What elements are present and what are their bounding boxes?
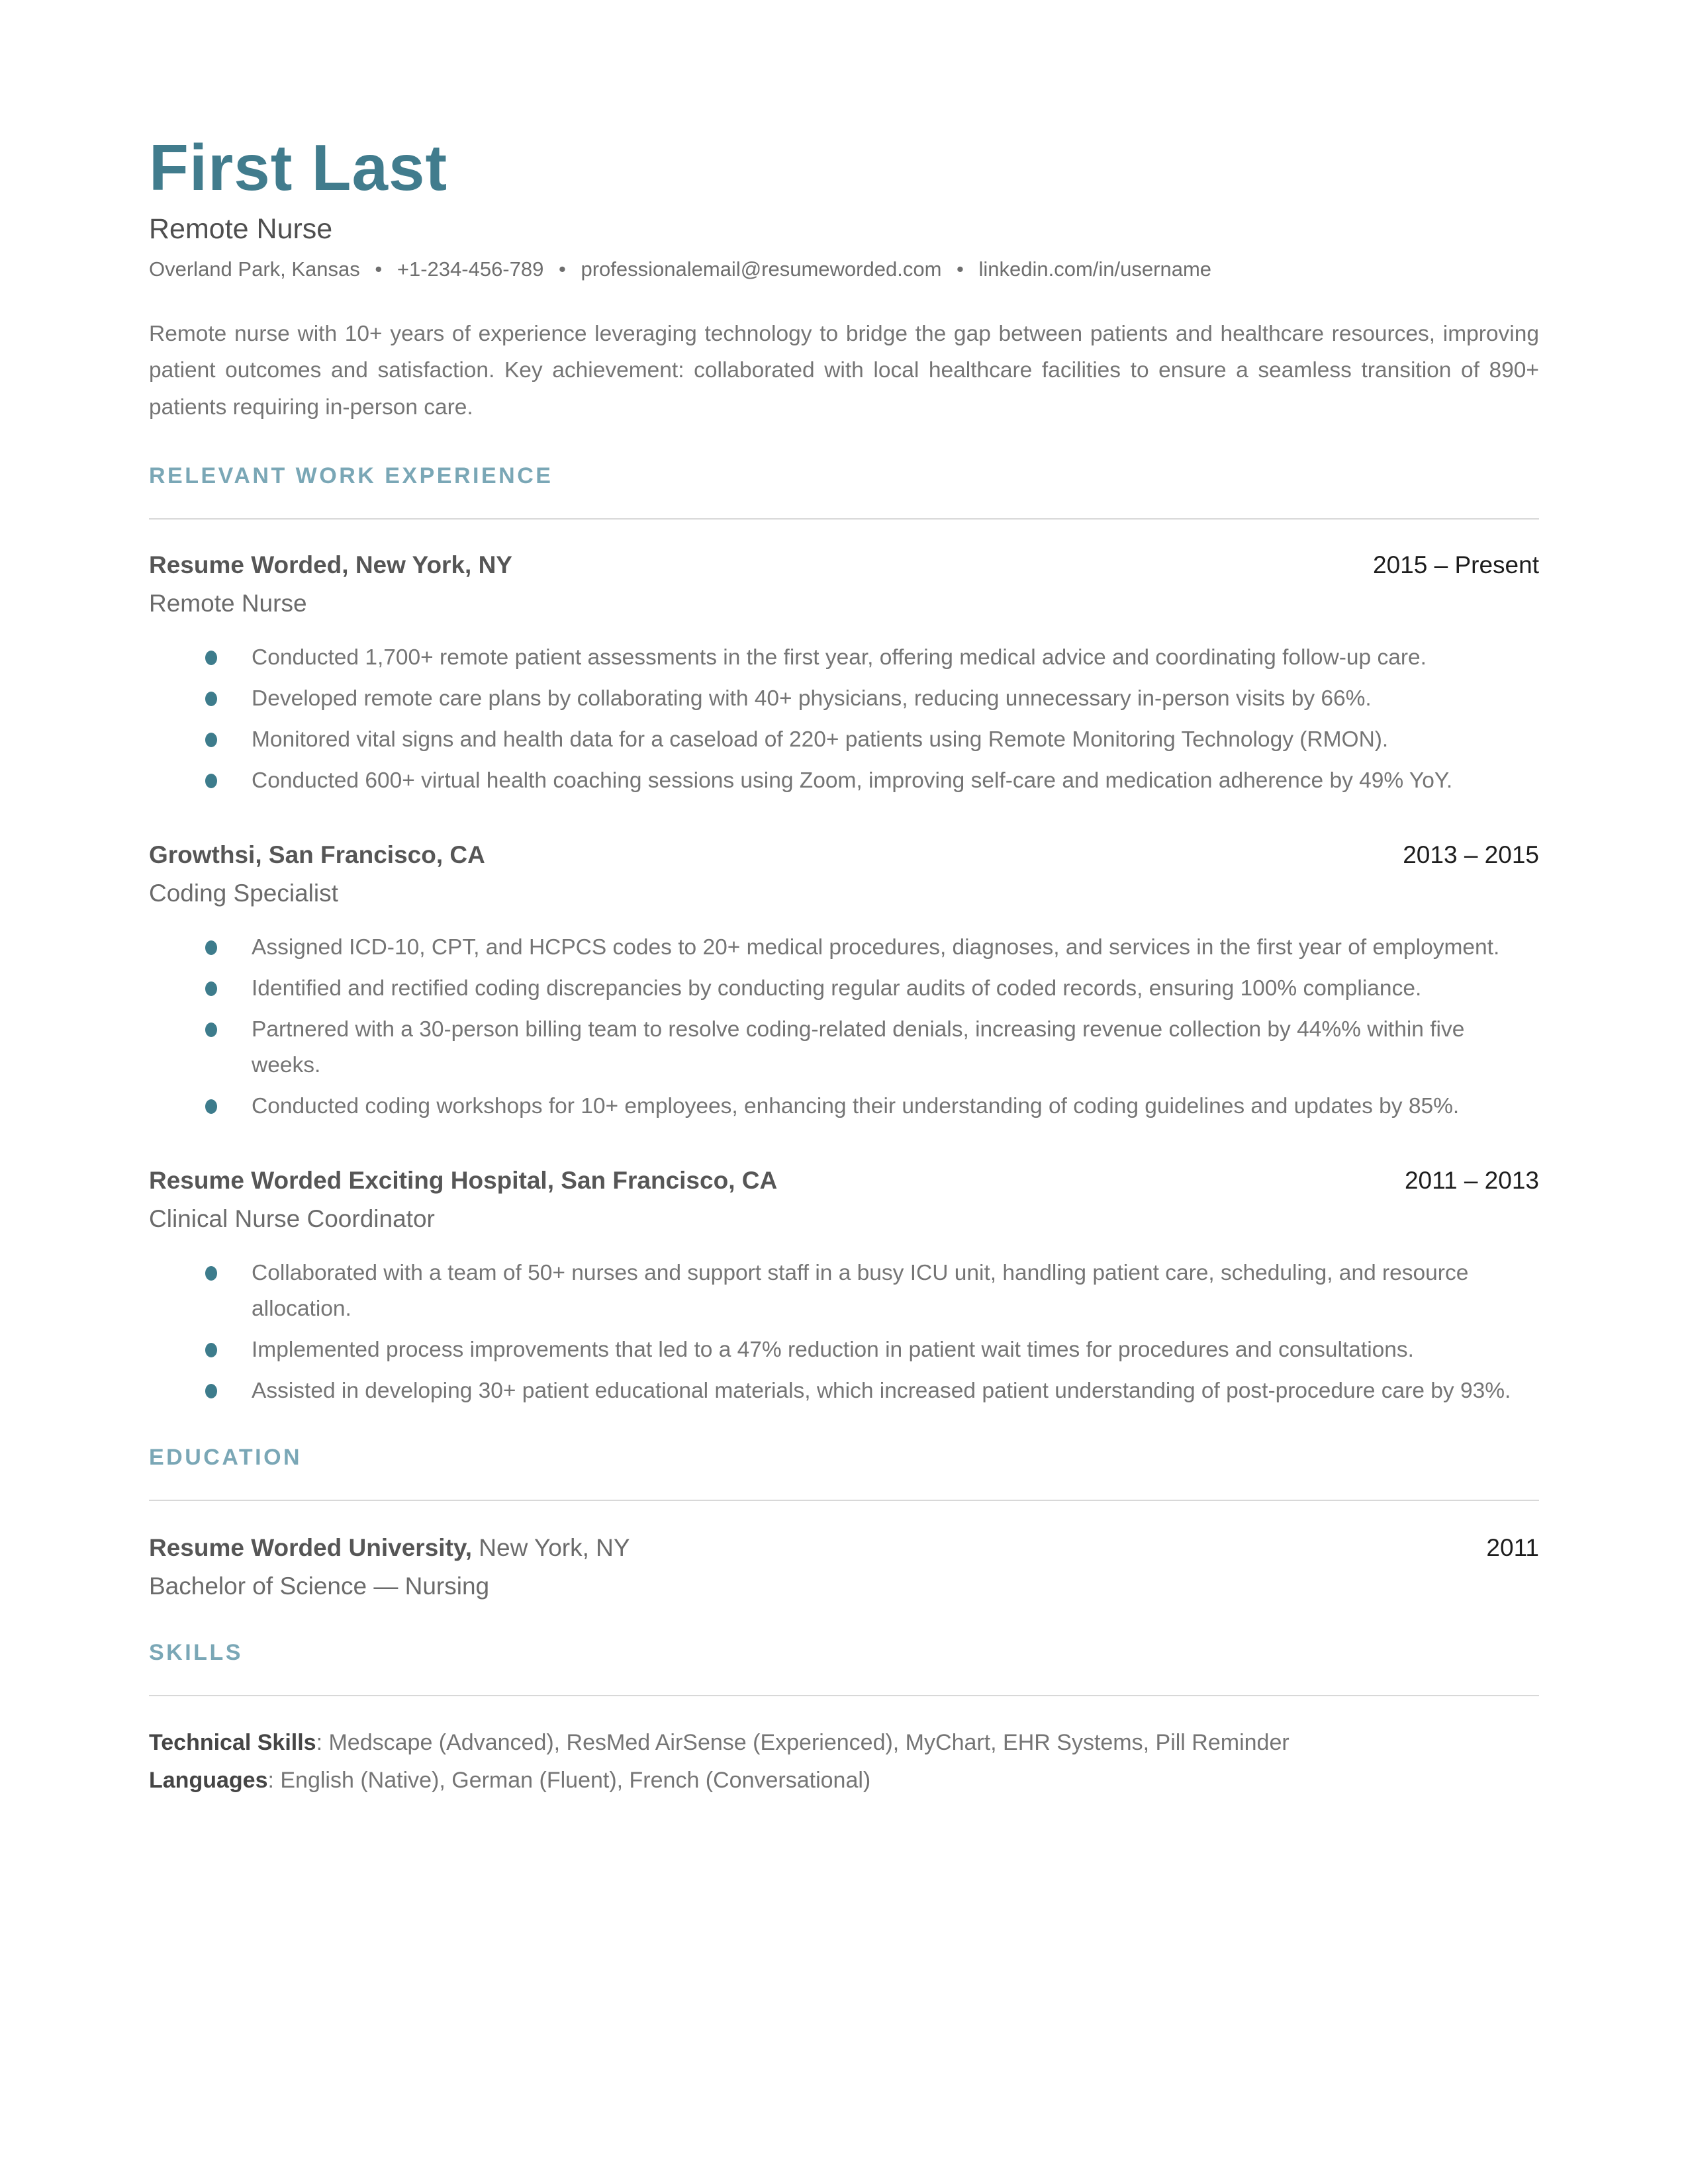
job-bullet-list [149, 930, 1539, 1124]
bullet-item: Conducted coding workshops for 10+ employees, enhancing their understanding of coding guidelines and updates by 85%. [149, 1089, 1539, 1124]
job-entry [149, 551, 1539, 799]
section-divider [149, 1695, 1539, 1696]
work-section-heading: RELEVANT WORK EXPERIENCE [149, 463, 553, 488]
skill-lines [149, 1724, 1539, 1799]
education-school-location: New York, NY [472, 1533, 630, 1561]
resume-header [149, 132, 1539, 281]
skill-label: Languages [149, 1767, 268, 1793]
education-section-heading: EDUCATION [149, 1444, 303, 1470]
job-company: Resume Worded, New York, NY [149, 551, 512, 578]
job-bullet-list [149, 640, 1539, 799]
bullet-item: Assisted in developing 30+ patient educational materials, which increased patient understanding of post-procedure care by 93%. [149, 1373, 1539, 1409]
bullet-item: Conducted 1,700+ remote patient assessments in the first year, offering medical advice and coordinating follow-up care. [149, 640, 1539, 676]
person-job-title: Remote Nurse [149, 212, 333, 245]
contact-location: Overland Park, Kansas [149, 257, 360, 281]
job-title: Clinical Nurse Coordinator [149, 1205, 435, 1232]
education-school [149, 1534, 630, 1562]
skill-label: Technical Skills [149, 1729, 316, 1755]
job-head [149, 1167, 1539, 1195]
contact-line [149, 257, 1539, 281]
education-date: 2011 [1486, 1533, 1539, 1561]
job-company: Growthsi, San Francisco, CA [149, 841, 485, 868]
bullet-item: Conducted 600+ virtual health coaching sessions using Zoom, improving self-care and medication adherence by 49% YoY. [149, 763, 1539, 799]
professional-summary: Remote nurse with 10+ years of experience leveraging technology to bridge the gap between patients and healthcare resources, improving patient outcomes and satisfaction. Key achievement: collaborated with local healthcare facilities to ensure a seamless transition of 890+ patients requiring in-person care. [149, 321, 1539, 420]
job-list [149, 551, 1539, 1409]
education-degree: Bachelor of Science — Nursing [149, 1572, 490, 1600]
skill-line-languages [149, 1762, 1539, 1799]
bullet-item: Monitored vital signs and health data for a caseload of 220+ patients using Remote Monitoring Technology (RMON). [149, 722, 1539, 758]
bullet-separator: • [558, 257, 566, 281]
education-school-name: Resume Worded University, [149, 1533, 472, 1561]
education-entry [149, 1534, 1539, 1600]
education-head [149, 1534, 1539, 1562]
bullet-separator: • [957, 257, 964, 281]
contact-email: professionalemail@resumeworded.com [581, 257, 942, 281]
contact-linkedin: linkedin.com/in/username [978, 257, 1212, 281]
job-entry [149, 1167, 1539, 1409]
bullet-item: Developed remote care plans by collaborating with 40+ physicians, reducing unnecessary in-person visits by 66%. [149, 681, 1539, 717]
section-education [149, 1445, 1539, 1600]
bullet-item: Collaborated with a team of 50+ nurses and support staff in a busy ICU unit, handling patient care, scheduling, and resource allocation. [149, 1255, 1539, 1327]
section-work-experience [149, 463, 1539, 1409]
bullet-item: Implemented process improvements that led to a 47% reduction in patient wait times for procedures and consultations. [149, 1332, 1539, 1368]
job-title: Coding Specialist [149, 879, 338, 907]
bullet-item: Assigned ICD-10, CPT, and HCPCS codes to 20+ medical procedures, diagnoses, and services in the first year of employment. [149, 930, 1539, 966]
skill-line-technical [149, 1724, 1539, 1762]
job-dates: 2013 – 2015 [1403, 841, 1539, 868]
section-skills [149, 1640, 1539, 1799]
section-divider [149, 1500, 1539, 1501]
contact-phone: +1-234-456-789 [397, 257, 544, 281]
job-company: Resume Worded Exciting Hospital, San Francisco, CA [149, 1166, 778, 1194]
bullet-item: Identified and rectified coding discrepancies by conducting regular audits of coded records, ensuring 100% compliance. [149, 971, 1539, 1007]
section-divider [149, 518, 1539, 520]
job-title: Remote Nurse [149, 589, 307, 617]
job-entry [149, 841, 1539, 1124]
person-name: First Last [149, 131, 448, 204]
skill-values: : English (Native), German (Fluent), French (Conversational) [267, 1767, 871, 1793]
job-head [149, 551, 1539, 579]
skills-section-heading: SKILLS [149, 1639, 243, 1665]
job-bullet-list [149, 1255, 1539, 1409]
bullet-separator: • [375, 257, 383, 281]
job-dates: 2011 – 2013 [1404, 1166, 1539, 1194]
job-head [149, 841, 1539, 869]
job-dates: 2015 – Present [1373, 551, 1539, 578]
bullet-item: Partnered with a 30-person billing team to resolve coding-related denials, increasing revenue collection by 44%% within five weeks. [149, 1012, 1539, 1083]
skill-values: : Medscape (Advanced), ResMed AirSense (Experienced), MyChart, EHR Systems, Pill Reminder [316, 1729, 1289, 1755]
